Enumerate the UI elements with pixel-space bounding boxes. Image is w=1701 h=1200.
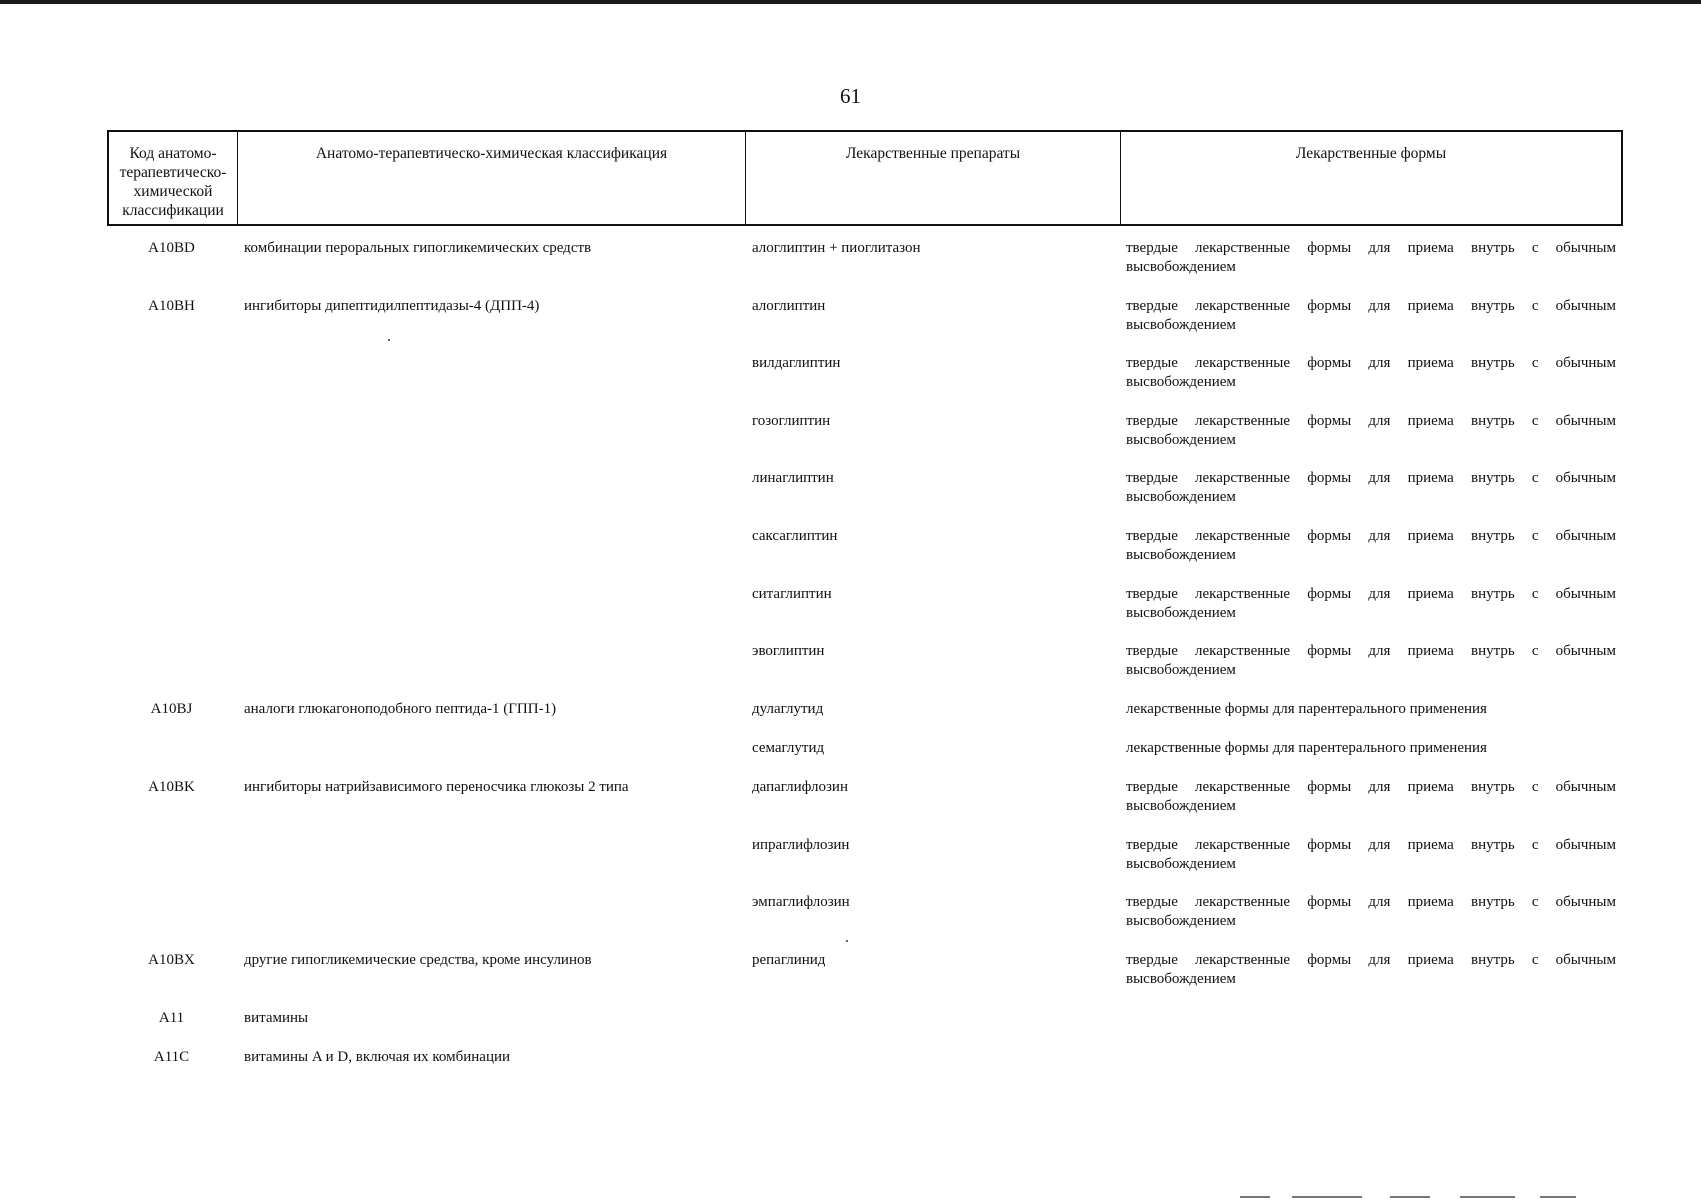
- drug-name: дапаглифлозин: [752, 779, 848, 795]
- dosage-form: твердые лекарственные формы для приема внутрь с обычным высвобождением: [1126, 298, 1616, 333]
- drug-name: линаглиптин: [752, 470, 834, 486]
- scan-speck: [388, 339, 390, 341]
- atc-code: A10BJ: [150, 701, 193, 717]
- drug-name: дулаглутид: [752, 701, 824, 717]
- atc-classification: комбинации пероральных гипогликемических средств: [244, 240, 592, 256]
- header-code-column: Код анатомо-терапевтическо-химической классификации: [109, 132, 238, 224]
- atc-code: A10BX: [148, 952, 195, 968]
- atc-classification: ингибиторы дипептидилпептидазы-4 (ДПП-4): [244, 298, 540, 314]
- drug-name: алоглиптин: [752, 298, 826, 314]
- drug-name: вилдаглиптин: [752, 355, 841, 371]
- atc-classification: аналоги глюкагоноподобного пептида-1 (ГПП-1): [244, 701, 557, 717]
- dosage-form: твердые лекарственные формы для приема внутрь с обычным высвобождением: [1126, 470, 1616, 505]
- drug-name: ипраглифлозин: [752, 837, 850, 853]
- dosage-form: твердые лекарственные формы для приема внутрь с обычным высвобождением: [1126, 240, 1616, 275]
- drug-name: эвоглиптин: [752, 643, 825, 659]
- atc-classification: другие гипогликемические средства, кроме инсулинов: [244, 952, 592, 968]
- page-number: 61: [840, 84, 861, 108]
- atc-code: A10BD: [148, 240, 195, 256]
- scan-speck: [846, 940, 848, 942]
- dosage-form: твердые лекарственные формы для приема внутрь с обычным высвобождением: [1126, 528, 1616, 563]
- atc-classification: витамины A и D, включая их комбинации: [244, 1049, 511, 1065]
- drug-name: саксаглиптин: [752, 528, 838, 544]
- dosage-form: лекарственные формы для парентерального применения: [1126, 740, 1487, 756]
- atc-code: A10BK: [148, 779, 195, 795]
- top-border-line: [0, 0, 1701, 4]
- atc-classification: витамины: [244, 1010, 309, 1026]
- dosage-form: твердые лекарственные формы для приема внутрь с обычным высвобождением: [1126, 837, 1616, 872]
- drug-name: эмпаглифлозин: [752, 894, 850, 910]
- atc-code: A10BH: [148, 298, 195, 314]
- drug-name: алоглиптин + пиоглитазон: [752, 240, 921, 256]
- atc-code: A11: [158, 1010, 185, 1026]
- drug-name: ситаглиптин: [752, 586, 832, 602]
- table-header: [107, 130, 1623, 226]
- dosage-form: лекарственные формы для парентерального применения: [1126, 701, 1487, 717]
- dosage-form: твердые лекарственные формы для приема внутрь с обычным высвобождением: [1126, 355, 1616, 390]
- dosage-form: твердые лекарственные формы для приема внутрь с обычным высвобождением: [1126, 779, 1616, 814]
- dosage-form: твердые лекарственные формы для приема внутрь с обычным высвобождением: [1126, 413, 1616, 448]
- drug-name: семаглутид: [752, 740, 825, 756]
- dosage-form: твердые лекарственные формы для приема внутрь с обычным высвобождением: [1126, 586, 1616, 621]
- header-classification-column: Анатомо-терапевтическо-химическая классификация: [238, 132, 746, 224]
- dosage-form: твердые лекарственные формы для приема внутрь с обычным высвобождением: [1126, 894, 1616, 929]
- header-forms-column: Лекарственные формы: [1295, 145, 1447, 162]
- drug-name: репаглинид: [752, 952, 826, 968]
- dosage-form: твердые лекарственные формы для приема внутрь с обычным высвобождением: [1126, 643, 1616, 678]
- dosage-form: твердые лекарственные формы для приема внутрь с обычным высвобождением: [1126, 952, 1616, 987]
- atc-code: A11C: [153, 1049, 190, 1065]
- header-drugs-column: Лекарственные препараты: [746, 132, 1121, 224]
- drug-name: гозоглиптин: [752, 413, 831, 429]
- atc-classification: ингибиторы натрийзависимого переносчика глюкозы 2 типа: [244, 779, 629, 795]
- scan-edge-marks: [1240, 1196, 1580, 1199]
